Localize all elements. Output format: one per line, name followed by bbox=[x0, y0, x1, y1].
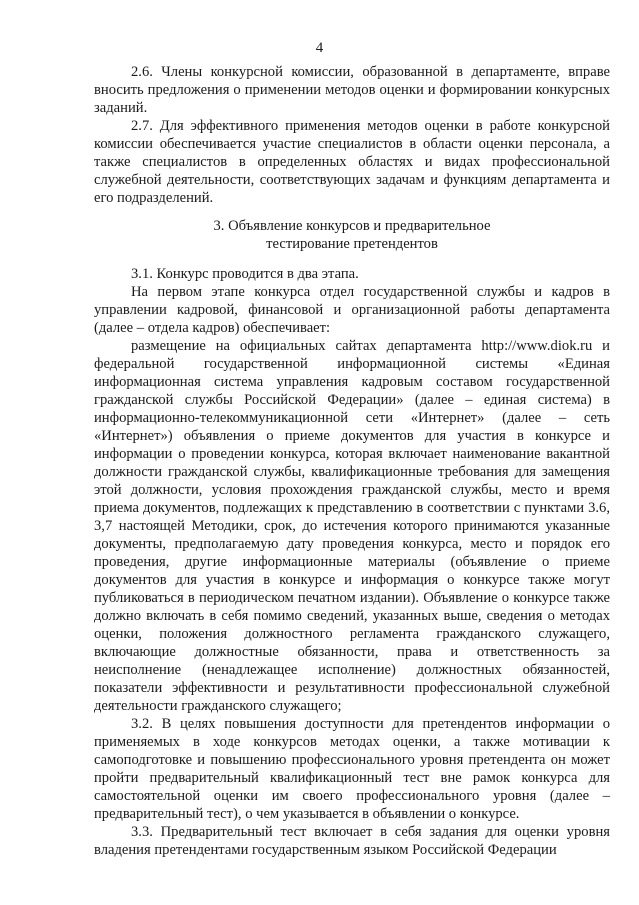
paragraph-3-1-stage-one: На первом этапе конкурса отдел государственной службы и кадров в управлении кадровой, финансовой и организационной работы департамента (далее – отдела кадров) обеспечивает: bbox=[94, 284, 610, 336]
paragraph-2-6: 2.6. Члены конкурсной комиссии, образованной в департаменте, вправе вносить предложения о применении методов оценки и формировании конкурсных заданий. bbox=[94, 64, 610, 116]
paragraph-2-7: 2.7. Для эффективного применения методов оценки в работе конкурсной комиссии обеспечивается участие специалистов в области оценки персонала, а также специалистов в определенных областях и видах профессиональной служебной деятельности, соответствующих задачам и функциям департамента и его подразделений. bbox=[94, 118, 610, 206]
section-heading-line-1: 3. Объявление конкурсов и предварительное bbox=[213, 218, 491, 234]
paragraph-3-1: 3.1. Конкурс проводится в два этапа. bbox=[131, 266, 359, 282]
document-body bbox=[94, 63, 610, 859]
paragraph-3-1-announcement-item: размещение на официальных сайтах департамента http://www.diok.ru и федеральной государственной информационной системы «Единая информационная система управления кадровым составом государственной гражданской службы Российской Федерации» (далее – единая система) в информационно-телекоммуникационной сети «Интернет» (далее – сеть «Интернет») объявления о приеме документов для участия в конкурсе и информации о проведении конкурса, которая включает наименование вакантной должности гражданской службы, квалификационные требования для замещения этой должности, условия прохождения гражданской службы, место и время приема документов, подлежащих к представлению в соответствии с пунктами 3.6, 3,7 настоящей Методики, срок, до истечения которого принимаются указанные документы, предполагаемую дату проведения конкурса, место и порядок его проведения, другие информационные материалы (объявление о приеме документов для участия в конкурсе и информация о конкурсе также могут публиковаться в периодическом печатном издании). Объявление о конкурсе также должно включать в себя помимо сведений, указанных выше, сведения о методах оценки, положения должностного регламента гражданского служащего, включающие должностные обязанности, права и ответственность за неисполнение (ненадлежащее исполнение) должностных обязанностей, показатели эффективности и результативности профессиональной служебной деятельности гражданского служащего; bbox=[94, 338, 610, 714]
paragraph-3-3: 3.3. Предварительный тест включает в себя задания для оценки уровня владения претендентами государственным языком Российской Федерации bbox=[94, 824, 610, 858]
section-heading-line-2: тестирование претендентов bbox=[266, 236, 438, 252]
paragraph-3-2: 3.2. В целях повышения доступности для претендентов информации о применяемых в ходе конкурсов методах оценки, а также мотивации к самоподготовке и повышению профессионального уровня претендента он может пройти предварительный квалификационный тест вне рамок конкурса для самостоятельной оценки им своего профессионального уровня (далее – предварительный тест), о чем указывается в объявлении о конкурсе. bbox=[94, 716, 610, 822]
section-heading bbox=[94, 217, 610, 253]
page-number: 4 bbox=[315, 40, 324, 56]
